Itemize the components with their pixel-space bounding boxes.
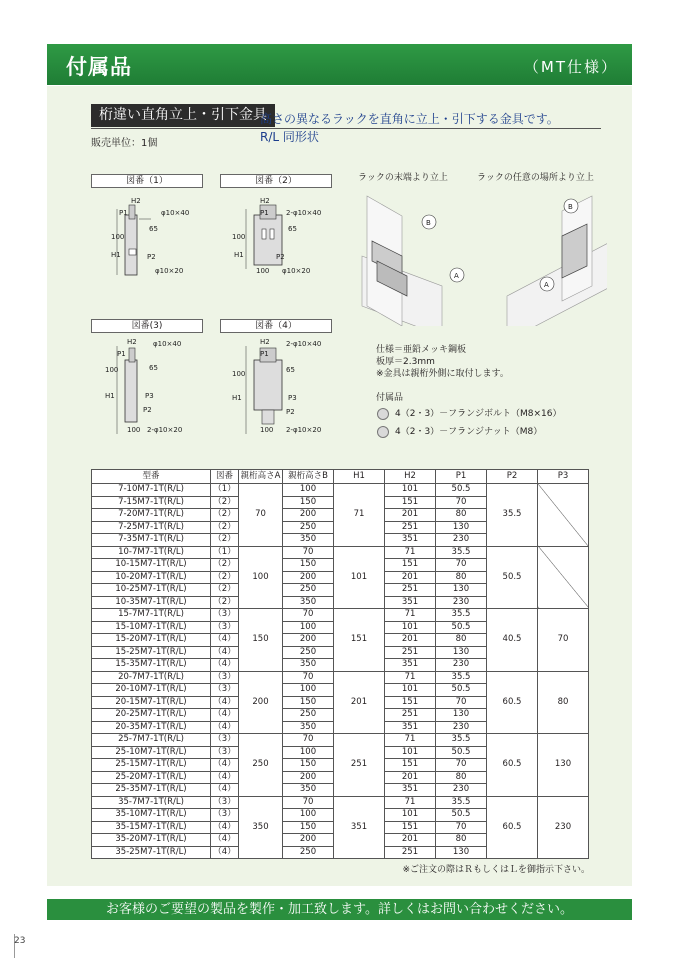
cell-h2: 251 [385, 846, 436, 859]
cell-h2: 251 [385, 584, 436, 597]
cell-model: 10-7M7-1T(R/L) [92, 546, 211, 559]
cell-figure: （4） [211, 821, 239, 834]
cell-height-b: 200 [283, 509, 334, 522]
accessories-title: 付属品 [376, 393, 404, 403]
cell-height-b: 70 [283, 671, 334, 684]
fig2-p2: P2 [276, 253, 285, 261]
cell-p3-none [538, 484, 589, 547]
cell-p1: 50.5 [436, 484, 487, 497]
cell-figure: （4） [211, 834, 239, 847]
cell-h2: 201 [385, 834, 436, 847]
cell-figure: （1） [211, 484, 239, 497]
fig4-hole2: 2-φ10×20 [286, 426, 322, 434]
scene-left-label: ラックの末端より立上 [358, 173, 448, 183]
cell-height-b: 70 [283, 734, 334, 747]
fig4-100: 100 [232, 370, 246, 378]
cell-p1: 70 [436, 759, 487, 772]
section-title: 桁違い直角立上・引下金具 [91, 104, 275, 127]
cell-height-b: 150 [283, 759, 334, 772]
cell-model: 7-15M7-1T(R/L) [92, 496, 211, 509]
cell-h2: 71 [385, 796, 436, 809]
cell-h2: 351 [385, 784, 436, 797]
fig1-65: 65 [149, 225, 158, 233]
cell-figure: （2） [211, 496, 239, 509]
cell-h2: 151 [385, 496, 436, 509]
cell-model: 20-35M7-1T(R/L) [92, 721, 211, 734]
cell-height-b: 70 [283, 609, 334, 622]
cell-h2: 101 [385, 809, 436, 822]
cell-model: 7-10M7-1T(R/L) [92, 484, 211, 497]
cell-height-b: 200 [283, 634, 334, 647]
cell-height-b: 250 [283, 846, 334, 859]
cell-h2: 351 [385, 534, 436, 547]
table-header-row [92, 470, 589, 484]
cell-model: 10-15M7-1T(R/L) [92, 559, 211, 572]
spec-table [91, 469, 589, 859]
cell-h2: 251 [385, 521, 436, 534]
cell-model: 20-7M7-1T(R/L) [92, 671, 211, 684]
section-rule [91, 128, 601, 129]
cell-figure: （2） [211, 521, 239, 534]
cell-figure: （3） [211, 746, 239, 759]
cell-height-b: 250 [283, 521, 334, 534]
page-title: 付属品 [66, 55, 132, 79]
cell-h2: 201 [385, 571, 436, 584]
cell-p1: 50.5 [436, 621, 487, 634]
cell-h2: 71 [385, 734, 436, 747]
cell-h2: 251 [385, 646, 436, 659]
cell-height-b: 250 [283, 584, 334, 597]
fig4-h1: H1 [232, 394, 242, 402]
material-spec: 仕様＝亜鉛メッキ鋼板 [376, 345, 467, 355]
fig2-p1: P1 [260, 209, 269, 217]
accessory-bolt [377, 406, 561, 420]
cell-h1: 351 [334, 796, 385, 859]
cell-figure: （2） [211, 584, 239, 597]
table-row [92, 671, 589, 684]
cell-p1: 230 [436, 534, 487, 547]
fig3-hole2: 2-φ10×20 [147, 426, 183, 434]
cell-p1: 50.5 [436, 746, 487, 759]
cell-figure: （4） [211, 709, 239, 722]
cell-p1: 130 [436, 846, 487, 859]
cell-p1: 35.5 [436, 796, 487, 809]
figure-3-drawing [91, 334, 221, 442]
cell-p2: 50.5 [487, 546, 538, 609]
col-p1: P1 [436, 470, 487, 484]
cell-p1: 80 [436, 834, 487, 847]
fig3-h1: H1 [105, 392, 115, 400]
fig2-b100: 100 [256, 267, 270, 275]
cell-height-b: 70 [283, 796, 334, 809]
cell-p1: 50.5 [436, 809, 487, 822]
cell-height-b: 250 [283, 646, 334, 659]
fig4-p1: P1 [260, 350, 269, 358]
table-row [92, 796, 589, 809]
figure-1-drawing [91, 189, 211, 284]
cell-figure: （4） [211, 771, 239, 784]
cell-p2: 60.5 [487, 671, 538, 734]
fig3-p2: P2 [143, 406, 152, 414]
cell-h2: 351 [385, 596, 436, 609]
cell-model: 7-20M7-1T(R/L) [92, 509, 211, 522]
cell-p1: 70 [436, 821, 487, 834]
cell-model: 10-20M7-1T(R/L) [92, 571, 211, 584]
fig1-p1: P1 [119, 209, 128, 217]
fig2-h2: H2 [260, 197, 270, 205]
cell-height-b: 350 [283, 596, 334, 609]
cell-model: 35-15M7-1T(R/L) [92, 821, 211, 834]
cell-model: 35-25M7-1T(R/L) [92, 846, 211, 859]
col-h1: H1 [334, 470, 385, 484]
cell-model: 7-25M7-1T(R/L) [92, 521, 211, 534]
installation-illustration [347, 186, 607, 326]
cell-figure: （4） [211, 696, 239, 709]
cell-figure: （2） [211, 596, 239, 609]
cell-p1: 130 [436, 584, 487, 597]
table-row [92, 734, 589, 747]
cell-p3-none [538, 546, 589, 609]
cell-height-b: 100 [283, 484, 334, 497]
cell-figure: （2） [211, 559, 239, 572]
cell-p2: 60.5 [487, 734, 538, 797]
cell-p1: 80 [436, 571, 487, 584]
figure-4-label: 図番（4） [220, 319, 332, 333]
cell-h2: 251 [385, 709, 436, 722]
cell-p1: 35.5 [436, 734, 487, 747]
figure-2-label: 図番（2） [220, 174, 332, 188]
fig3-b100: 100 [127, 426, 141, 434]
cell-p1: 70 [436, 496, 487, 509]
cell-p1: 70 [436, 559, 487, 572]
fig4-h2: H2 [260, 338, 270, 346]
content-panel [47, 86, 632, 886]
fig1-h1: H1 [111, 251, 121, 259]
scene-right-b: B [568, 203, 573, 211]
cell-figure: （4） [211, 646, 239, 659]
cell-h2: 201 [385, 634, 436, 647]
cell-figure: （3） [211, 796, 239, 809]
cell-height-b: 150 [283, 559, 334, 572]
fig3-p1: P1 [117, 350, 126, 358]
fig3-hole: φ10×40 [153, 340, 182, 348]
cell-figure: （4） [211, 634, 239, 647]
fig3-p3: P3 [145, 392, 154, 400]
cell-model: 25-15M7-1T(R/L) [92, 759, 211, 772]
page-number: 23 [14, 936, 26, 946]
cell-h2: 151 [385, 559, 436, 572]
cell-model: 25-10M7-1T(R/L) [92, 746, 211, 759]
col-p3: P3 [538, 470, 589, 484]
fig3-65: 65 [149, 364, 158, 372]
cell-height-b: 70 [283, 546, 334, 559]
cell-model: 20-25M7-1T(R/L) [92, 709, 211, 722]
cell-p1: 80 [436, 509, 487, 522]
cell-p1: 130 [436, 521, 487, 534]
cell-p1: 35.5 [436, 671, 487, 684]
cell-h2: 351 [385, 721, 436, 734]
cell-model: 35-20M7-1T(R/L) [92, 834, 211, 847]
cell-height-b: 100 [283, 684, 334, 697]
accessory-nut [377, 424, 542, 438]
cell-height-a: 70 [239, 484, 283, 547]
col-height-b: 親桁高さB [283, 470, 334, 484]
sales-unit: 販売単位：1個 [91, 138, 158, 149]
section-description: 高さの異なるラックを直角に立上・引下する金具です。 [260, 112, 559, 126]
cell-model: 10-35M7-1T(R/L) [92, 596, 211, 609]
cell-figure: （4） [211, 784, 239, 797]
cell-model: 15-25M7-1T(R/L) [92, 646, 211, 659]
cell-h1: 201 [334, 671, 385, 734]
fig4-hole: 2-φ10×40 [286, 340, 322, 348]
cell-height-b: 200 [283, 771, 334, 784]
figure-3-label: 図番(3) [91, 319, 203, 333]
cell-p3: 230 [538, 796, 589, 859]
cell-height-b: 100 [283, 746, 334, 759]
cell-model: 15-7M7-1T(R/L) [92, 609, 211, 622]
cell-h2: 71 [385, 609, 436, 622]
figure-2-drawing [220, 189, 350, 284]
fig4-65: 65 [286, 366, 295, 374]
fig1-hole2: φ10×20 [155, 267, 184, 275]
fig1-h2: H2 [131, 197, 141, 205]
cell-h2: 201 [385, 509, 436, 522]
cell-height-b: 200 [283, 834, 334, 847]
col-p2: P2 [487, 470, 538, 484]
cell-figure: （2） [211, 571, 239, 584]
table-row [92, 484, 589, 497]
cell-height-a: 150 [239, 609, 283, 672]
cell-figure: （2） [211, 534, 239, 547]
cell-h1: 251 [334, 734, 385, 797]
cell-p1: 130 [436, 646, 487, 659]
nut-label: 4（2・3）－フランジナット（M8） [395, 427, 543, 437]
fig3-h2: H2 [127, 338, 137, 346]
table-row [92, 546, 589, 559]
cell-h1: 151 [334, 609, 385, 672]
scene-left-a: A [454, 272, 459, 280]
fig1-p2: P2 [147, 253, 156, 261]
cell-figure: （3） [211, 621, 239, 634]
cell-h2: 101 [385, 621, 436, 634]
cell-height-b: 100 [283, 621, 334, 634]
cell-p2: 60.5 [487, 796, 538, 859]
cell-p1: 50.5 [436, 684, 487, 697]
cell-p1: 230 [436, 659, 487, 672]
cell-p2: 35.5 [487, 484, 538, 547]
cell-h2: 101 [385, 484, 436, 497]
cell-p1: 80 [436, 634, 487, 647]
nut-icon [377, 426, 389, 438]
cell-p1: 230 [436, 721, 487, 734]
fig4-p2: P2 [286, 408, 295, 416]
cell-height-b: 350 [283, 659, 334, 672]
table-row [92, 609, 589, 622]
cell-model: 25-7M7-1T(R/L) [92, 734, 211, 747]
fig2-65: 65 [288, 225, 297, 233]
cell-h2: 101 [385, 684, 436, 697]
col-h2: H2 [385, 470, 436, 484]
fig1-100: 100 [111, 233, 125, 241]
fig2-100: 100 [232, 233, 246, 241]
cell-model: 25-20M7-1T(R/L) [92, 771, 211, 784]
cell-p1: 35.5 [436, 546, 487, 559]
cell-model: 35-10M7-1T(R/L) [92, 809, 211, 822]
cell-figure: （3） [211, 734, 239, 747]
cell-figure: （3） [211, 684, 239, 697]
fig4-b100: 100 [260, 426, 274, 434]
cell-height-b: 350 [283, 721, 334, 734]
cell-h2: 201 [385, 771, 436, 784]
cell-model: 25-35M7-1T(R/L) [92, 784, 211, 797]
cell-h1: 101 [334, 546, 385, 609]
cell-p1: 230 [436, 596, 487, 609]
scene-left-b: B [426, 219, 431, 227]
cell-height-a: 100 [239, 546, 283, 609]
cell-model: 20-15M7-1T(R/L) [92, 696, 211, 709]
cell-height-b: 150 [283, 496, 334, 509]
cell-h2: 151 [385, 696, 436, 709]
cell-p1: 230 [436, 784, 487, 797]
shape-note: R/L 同形状 [260, 130, 319, 144]
cell-p2: 40.5 [487, 609, 538, 672]
cell-model: 15-20M7-1T(R/L) [92, 634, 211, 647]
col-height-a: 親桁高さA [239, 470, 283, 484]
cell-p3: 70 [538, 609, 589, 672]
bolt-icon [377, 408, 389, 420]
thickness-spec: 板厚＝2.3mm [376, 357, 435, 367]
scene-right-label: ラックの任意の場所より立上 [477, 173, 594, 183]
cell-model: 20-10M7-1T(R/L) [92, 684, 211, 697]
fig3-100: 100 [105, 366, 119, 374]
fig4-p3: P3 [288, 394, 297, 402]
fig2-hole2: φ10×20 [282, 267, 311, 275]
cell-height-b: 350 [283, 534, 334, 547]
bolt-label: 4（2・3）－フランジボルト（M8×16） [395, 409, 562, 419]
cell-model: 15-10M7-1T(R/L) [92, 621, 211, 634]
cell-figure: （3） [211, 609, 239, 622]
footer-banner: お客様のご要望の製品を製作・加工致します。詳しくはお問い合わせください。 [47, 899, 632, 920]
cell-figure: （2） [211, 509, 239, 522]
cell-model: 10-25M7-1T(R/L) [92, 584, 211, 597]
cell-h2: 101 [385, 746, 436, 759]
cell-model: 15-35M7-1T(R/L) [92, 659, 211, 672]
spec-label: （MT仕様） [523, 58, 618, 76]
cell-height-a: 350 [239, 796, 283, 859]
fig1-hole: φ10×40 [161, 209, 190, 217]
cell-height-b: 250 [283, 709, 334, 722]
cell-h2: 151 [385, 821, 436, 834]
cell-height-a: 250 [239, 734, 283, 797]
cell-h1: 71 [334, 484, 385, 547]
scene-right-a: A [544, 281, 549, 289]
cell-h2: 71 [385, 546, 436, 559]
cell-figure: （4） [211, 846, 239, 859]
cell-height-b: 200 [283, 571, 334, 584]
col-figure: 図番 [211, 470, 239, 484]
order-note: ※ご注文の際はＲもしくはＬを御指示下さい。 [402, 865, 590, 875]
figure-1-label: 図番（1） [91, 174, 203, 188]
cell-model: 7-35M7-1T(R/L) [92, 534, 211, 547]
cell-h2: 151 [385, 759, 436, 772]
cell-h2: 351 [385, 659, 436, 672]
mounting-note: ※金具は親桁外側に取付します。 [376, 369, 509, 379]
cell-height-b: 150 [283, 696, 334, 709]
header-bar [47, 44, 632, 85]
cell-p1: 130 [436, 709, 487, 722]
cell-model: 35-7M7-1T(R/L) [92, 796, 211, 809]
cell-figure: （3） [211, 809, 239, 822]
cell-figure: （4） [211, 721, 239, 734]
cell-p1: 80 [436, 771, 487, 784]
cell-h2: 71 [385, 671, 436, 684]
cell-height-b: 100 [283, 809, 334, 822]
cell-height-a: 200 [239, 671, 283, 734]
cell-p3: 80 [538, 671, 589, 734]
fig2-h1: H1 [234, 251, 244, 259]
figure-4-drawing [220, 334, 350, 442]
cell-p1: 35.5 [436, 609, 487, 622]
cell-figure: （4） [211, 759, 239, 772]
cell-p1: 70 [436, 696, 487, 709]
fig2-hole: 2-φ10×40 [286, 209, 322, 217]
cell-figure: （4） [211, 659, 239, 672]
col-model: 型番 [92, 470, 211, 484]
cell-p3: 130 [538, 734, 589, 797]
cell-figure: （1） [211, 546, 239, 559]
cell-figure: （3） [211, 671, 239, 684]
cell-height-b: 150 [283, 821, 334, 834]
cell-height-b: 350 [283, 784, 334, 797]
